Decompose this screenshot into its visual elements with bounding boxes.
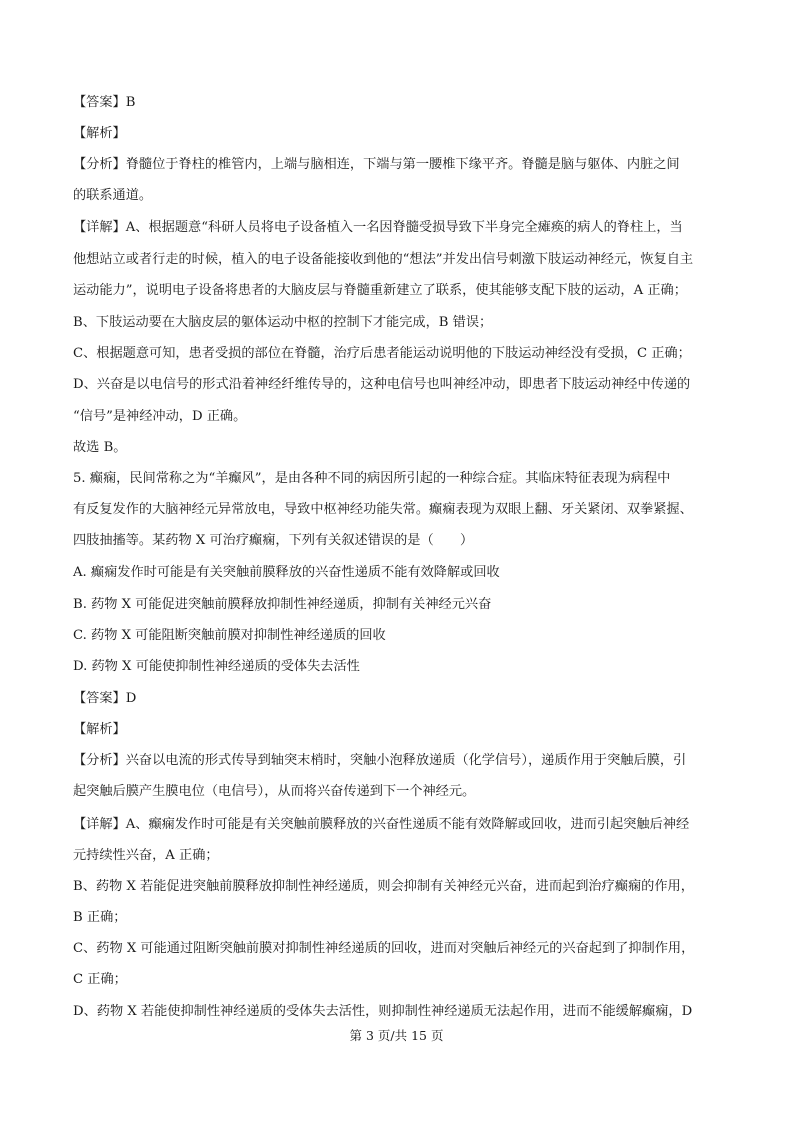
text-line: C、根据题意可知，患者受损的部位在脊髓，治疗后患者能运动说明他的下肢运动神经没有受损，C 正确； bbox=[73, 346, 691, 361]
text-line: 【分析】脊髓位于脊柱的椎管内，上端与脑相连，下端与第一腰椎下缘平齐。脊髓是脑与躯体、内脏之间 bbox=[73, 157, 680, 172]
text-line: 的联系通道。 bbox=[73, 188, 153, 203]
text-line: 起突触后膜产生膜电位（电信号），从而将兴奋传递到下一个神经元。 bbox=[73, 784, 476, 799]
text-line: 【答案】D bbox=[73, 691, 137, 706]
text-line: 【分析】兴奋以电流的形式传导到轴突末梢时，突触小泡释放递质（化学信号），递质作用于突触后膜，引 bbox=[73, 753, 687, 768]
text-line: C 正确； bbox=[73, 972, 127, 987]
option-c: C. 药物 X 可能阻断突触前膜对抑制性神经递质的回收 bbox=[73, 628, 386, 643]
question-line: 四肢抽搐等。某药物 X 可治疗癫痫，下列有关叙述错误的是（ ） bbox=[73, 533, 474, 548]
text-line: 运动能力”，说明电子设备将患者的大脑皮层与脊髓重新建立了联系，使其能够支配下肢的运动，A 正确； bbox=[73, 283, 687, 298]
option-b: B. 药物 X 可能促进突触前膜释放抑制性神经递质，抑制有关神经元兴奋 bbox=[73, 597, 492, 612]
text-line: C、药物 X 可能通过阻断突触前膜对抑制性神经递质的回收，进而对突触后神经元的兴奋起到了抑制作用， bbox=[73, 941, 695, 956]
text-line: 【解析】 bbox=[73, 126, 126, 141]
text-line: 【答案】B bbox=[73, 95, 136, 110]
text-line: B、下肢运动要在大脑皮层的躯体运动中枢的控制下才能完成，B 错误； bbox=[73, 315, 493, 330]
text-line: 元持续性兴奋，A 正确； bbox=[73, 848, 219, 863]
text-line: 故选 B。 bbox=[73, 440, 127, 455]
text-line: B 正确； bbox=[73, 910, 127, 925]
text-line: D、药物 X 若能使抑制性神经递质的受体失去活性，则抑制性神经递质无法起作用，进而不能缓解癫痫，D bbox=[73, 1004, 693, 1019]
option-a: A. 癫痫发作时可能是有关突触前膜释放的兴奋性递质不能有效降解或回收 bbox=[73, 565, 500, 580]
text-line: D、兴奋是以电信号的形式沿着神经纤维传导的，这种电信号也叫神经冲动，即患者下肢运动神经中传递的 bbox=[73, 377, 691, 392]
option-d: D. 药物 X 可能使抑制性神经递质的受体失去活性 bbox=[73, 659, 360, 674]
text-line: B、药物 X 若能促进突触前膜释放抑制性神经递质，则会抑制有关神经元兴奋，进而起到治疗癫痫的作用， bbox=[73, 879, 694, 894]
text-line: 【解析】 bbox=[73, 722, 126, 737]
question-line: 有反复发作的大脑神经元异常放电，导致中枢神经功能失常。癫痫表现为双眼上翻、牙关紧闭、双拳紧握、 bbox=[73, 502, 693, 517]
text-line: 【详解】A、癫痫发作时可能是有关突触前膜释放的兴奋性递质不能有效降解或回收，进而引起突触后神经 bbox=[73, 817, 690, 832]
text-line: 他想站立或者行走的时候，植入的电子设备能接收到他的“想法”并发出信号刺激下肢运动神经元，恢复自主 bbox=[73, 252, 694, 267]
text-line: 【详解】A、根据题意“科研人员将电子设备植入一名因脊髓受损导致下半身完全瘫痪的病人的脊柱上，当 bbox=[73, 220, 683, 235]
text-line: “信号”是神经冲动，D 正确。 bbox=[73, 409, 247, 424]
page-footer: 第 3 页/共 15 页 bbox=[349, 1028, 444, 1043]
question-line: 5. 癫痫，民间常称之为“羊癫风”，是由各种不同的病因所引起的一种综合症。其临床特征表现为病程中 bbox=[73, 471, 671, 486]
